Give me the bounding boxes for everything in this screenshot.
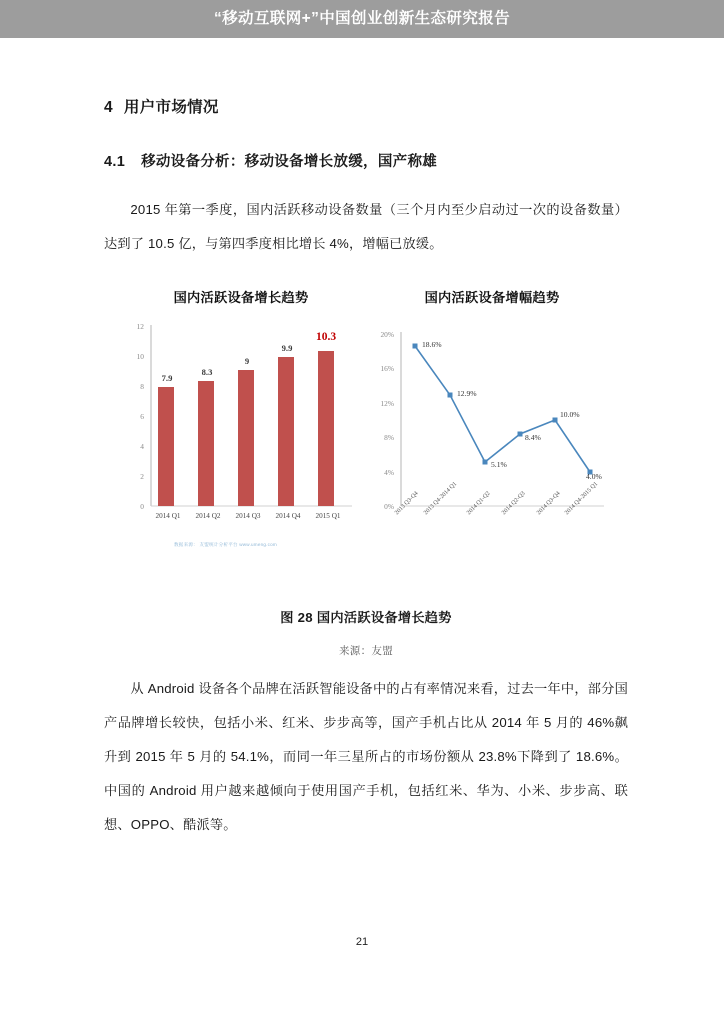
bar-value-2014-q2: 8.3	[201, 367, 213, 377]
line-xtick-5: 2014 Q4-2015 Q1	[564, 481, 600, 517]
bar-xtick-0: 2014 Q1	[155, 512, 181, 520]
line-value-4: 10.0%	[560, 410, 580, 419]
bar-ytick-5: 10	[136, 352, 144, 361]
line-value-3: 8.4%	[525, 433, 541, 442]
bar-ytick-0: 0	[140, 502, 144, 511]
bar-value-2014-q3: 9	[244, 356, 250, 366]
line-chart-title: 国内活跃设备增幅趋势	[424, 290, 560, 305]
subsection-heading	[104, 150, 628, 171]
subsection-title: 移动设备分析：移动设备增长放缓，国产称雄	[141, 154, 438, 170]
document-content	[104, 38, 628, 842]
bar-value-2014-q1: 7.9	[161, 373, 173, 383]
bar-value-2015-q1: 10.3	[315, 331, 337, 343]
intro-paragraph: 2015 年第一季度，国内活跃移动设备数量（三个月内至少启动过一次的设备数量）达到了 10.5 亿，与第四季度相比增长 4%，增幅已放缓。	[104, 202, 628, 251]
page-number: 21	[355, 936, 369, 948]
line-xtick-4: 2014 Q3-Q4	[536, 490, 562, 517]
line-xtick-3: 2014 Q2-Q3	[501, 490, 527, 517]
bar-chart-canvas	[122, 320, 360, 550]
bar-chart-title: 国内活跃设备增长趋势	[173, 290, 309, 305]
line-ytick-0: 0%	[384, 502, 394, 511]
section-heading	[104, 95, 628, 117]
page-header-title: “移动互联网+”中国创业创新生态研究报告	[213, 10, 511, 27]
section-title: 用户市场情况	[123, 99, 219, 116]
bar-chart	[122, 287, 360, 550]
bar-xtick-3: 2014 Q4	[275, 512, 301, 520]
section-number: 4	[104, 99, 113, 116]
bar-xtick-1: 2014 Q2	[195, 512, 221, 520]
line-ytick-4: 16%	[380, 364, 394, 373]
bar-ytick-6: 12	[136, 322, 144, 331]
line-value-2: 5.1%	[491, 460, 507, 469]
bar-ytick-3: 6	[140, 412, 144, 421]
line-value-1: 12.9%	[457, 389, 477, 398]
line-ytick-2: 8%	[384, 433, 394, 442]
figure-source: 来源：友盟	[339, 645, 393, 657]
line-chart	[372, 287, 612, 550]
bar-ytick-4: 8	[140, 382, 144, 391]
line-chart-canvas	[372, 320, 612, 550]
bar-value-2014-q4: 9.9	[281, 343, 293, 353]
figure-caption: 图 28 国内活跃设备增长趋势	[280, 610, 452, 625]
line-ytick-3: 12%	[380, 399, 394, 408]
chart-source-footnote: 数据来源： 友盟统计分析平台 www.umeng.com	[174, 542, 277, 547]
bar-2014-q4	[278, 357, 294, 506]
bar-ytick-2: 4	[140, 442, 144, 451]
line-xtick-1: 2013 Q4-2014 Q1	[423, 481, 459, 517]
analysis-paragraph: 从 Android 设备各个品牌在活跃智能设备中的占有率情况来看，过去一年中，部分国产品牌增长较快，包括小米、红米、步步高等，国产手机占比从 2014 年 5 月的 46%飙升到 2015 年 5 月的 54.1%，而同一年三星所占的市场份额从 23.8%下降到了 18.6%。中国的 Android 用户越来越倾向于使用国产手机，包括红米、华为、小米、步步高、联想、OPPO、酷派等。	[104, 681, 628, 832]
line-chart-plot	[372, 320, 612, 550]
subsection-number: 4.1	[104, 154, 126, 170]
bar-2014-q3	[238, 370, 254, 506]
line-ytick-5: 20%	[380, 330, 394, 339]
bar-xtick-2: 2014 Q3	[235, 512, 261, 520]
bar-2014-q1	[158, 387, 174, 506]
bar-2014-q2	[198, 381, 214, 506]
line-value-0: 18.6%	[422, 340, 442, 349]
line-xtick-0: 2013 Q3-Q4	[394, 490, 420, 517]
bar-ytick-1: 2	[140, 472, 144, 481]
line-value-5: 4.0%	[586, 472, 602, 481]
bar-xtick-4: 2015 Q1	[315, 512, 341, 520]
figure-charts	[104, 287, 628, 577]
bar-2015-q1	[318, 351, 334, 506]
line-ytick-1: 4%	[384, 468, 394, 477]
line-xtick-2: 2014 Q1-Q2	[466, 490, 492, 517]
bar-plot-area	[151, 325, 352, 506]
